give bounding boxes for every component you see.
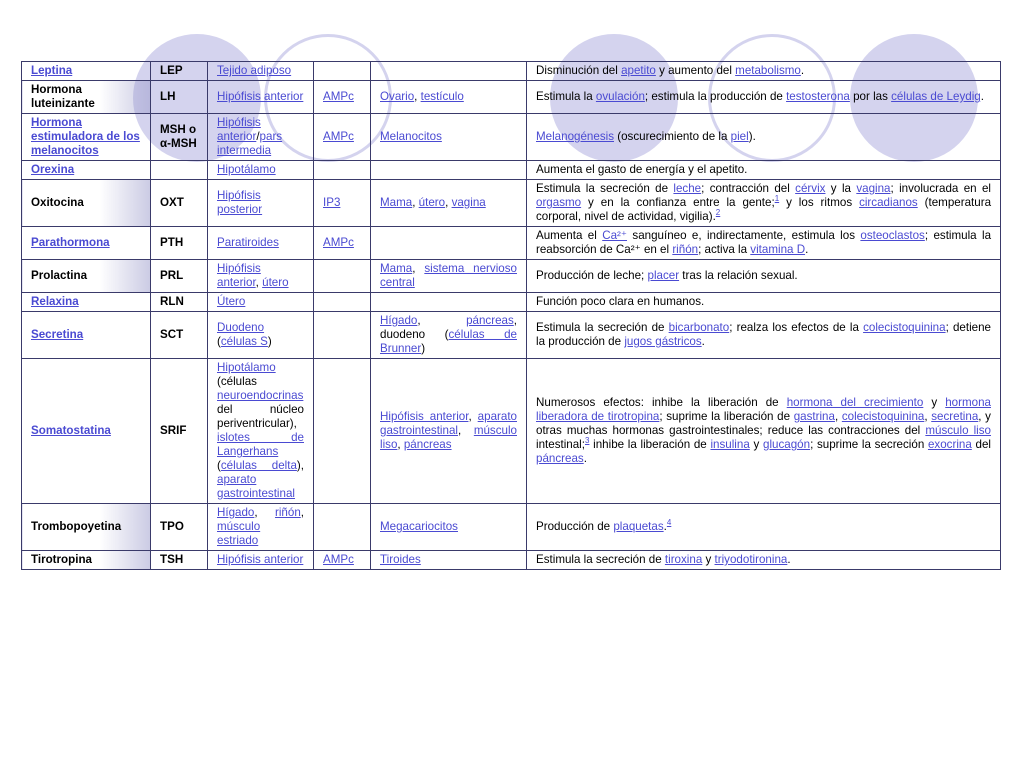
abbreviation-cell	[151, 62, 208, 81]
text-link[interactable]: Hígado	[217, 506, 255, 519]
text-fragment: .	[701, 335, 705, 348]
text-link[interactable]: bicarbonato	[668, 321, 730, 334]
text-link[interactable]: leche	[673, 182, 702, 195]
hormone-name: Trombopoyetina	[31, 520, 122, 533]
text-link[interactable]: metabolismo	[735, 64, 801, 77]
text-fragment: y los ritmos	[779, 196, 860, 209]
text-link[interactable]: vagina	[856, 182, 891, 195]
mechanism-cell	[314, 161, 371, 180]
text-fragment: por las	[849, 90, 892, 103]
mechanism-cell	[314, 62, 371, 81]
table-row	[22, 359, 1001, 504]
text-fragment: .	[663, 520, 667, 533]
hormone-link[interactable]: Parathormona	[31, 236, 110, 249]
effect-cell	[527, 114, 1001, 161]
text-fragment: Estimula la	[536, 90, 596, 103]
mechanism-cell	[314, 114, 371, 161]
hormone-name: Oxitocina	[31, 196, 84, 209]
text-link[interactable]: Ovario	[380, 90, 415, 103]
text-fragment: Numerosos efectos: inhibe la liberación de	[536, 396, 787, 409]
target-cell	[371, 62, 527, 81]
effect-cell	[527, 260, 1001, 293]
hormone-name: Tirotropina	[31, 553, 92, 566]
text-fragment: ; detiene la producción de	[536, 321, 991, 348]
text-fragment: ; suprime la secreción	[810, 438, 928, 451]
text-link[interactable]: Útero	[217, 295, 246, 308]
hormone-name: Hormona luteinizante	[31, 83, 95, 110]
secretion-site-cell	[208, 114, 314, 161]
text-fragment: (oscurecimiento de la	[614, 130, 731, 143]
text-link[interactable]: Mama	[380, 196, 413, 209]
text-fragment: sanguíneo e, indirectamente, estimula los	[627, 229, 861, 242]
hormone-name-cell	[22, 81, 151, 114]
text-link[interactable]: hormona del crecimiento	[786, 396, 924, 409]
text-fragment: ).	[748, 130, 756, 143]
text-link[interactable]: Duodeno	[217, 321, 265, 334]
effect-cell	[527, 312, 1001, 359]
text-link[interactable]: ovulación	[595, 90, 645, 103]
text-fragment: ,	[457, 424, 474, 437]
mechanism-cell	[314, 504, 371, 551]
text-fragment: Estimula la secreción de	[536, 553, 665, 566]
hormone-link[interactable]: Hormona estimuladora de los melanocitos	[31, 116, 140, 157]
text-fragment: .	[980, 90, 984, 103]
text-link[interactable]: islotes de Langerhans	[217, 431, 304, 458]
abbreviation-cell	[151, 161, 208, 180]
text-link[interactable]: Tejido adiposo	[217, 64, 292, 77]
text-link[interactable]: piel	[730, 130, 749, 143]
text-fragment: y	[923, 396, 946, 409]
text-fragment: (	[217, 459, 221, 472]
text-link[interactable]: Hipófisis anterior	[217, 90, 304, 103]
secretion-site-cell	[208, 312, 314, 359]
text-link[interactable]: Tiroides	[380, 553, 421, 566]
text-link[interactable]: AMPc	[323, 130, 354, 143]
text-link[interactable]: músculo liso	[925, 424, 991, 437]
text-link[interactable]: aparato gastrointestinal	[217, 473, 295, 500]
text-fragment: ; activa la	[698, 243, 751, 256]
abbreviation-cell	[151, 504, 208, 551]
abbreviation-cell	[151, 312, 208, 359]
hormone-link[interactable]: Somatostatina	[31, 424, 111, 437]
text-fragment: Estimula la secreción de	[536, 182, 674, 195]
text-fragment: /	[256, 130, 260, 143]
table-row	[22, 312, 1001, 359]
text-fragment: del núcleo periventricular),	[217, 403, 304, 430]
footnote-link[interactable]: 1	[774, 194, 780, 204]
text-link[interactable]: Hipotálamo	[217, 361, 276, 374]
effect-cell	[527, 161, 1001, 180]
text-link[interactable]: células delta	[220, 459, 297, 472]
effect-cell	[527, 359, 1001, 504]
table-row	[22, 551, 1001, 570]
abbreviation: MSH o α-MSH	[160, 123, 197, 150]
abbreviation: OXT	[160, 196, 184, 209]
mechanism-cell	[314, 359, 371, 504]
text-link[interactable]: sistema nervioso central	[380, 262, 517, 289]
table-row	[22, 114, 1001, 161]
text-link[interactable]: tiroxina	[664, 553, 703, 566]
text-fragment: inhibe la liberación de	[589, 438, 711, 451]
abbreviation-cell	[151, 114, 208, 161]
abbreviation-cell	[151, 293, 208, 312]
text-link[interactable]: AMPc	[323, 236, 354, 249]
text-link[interactable]: páncreas	[403, 438, 452, 451]
abbreviation: TPO	[160, 520, 184, 533]
abbreviation-cell	[151, 260, 208, 293]
table-row	[22, 293, 1001, 312]
mechanism-cell	[314, 312, 371, 359]
mechanism-cell	[314, 180, 371, 227]
text-fragment: ,	[417, 314, 467, 327]
text-link[interactable]: AMPc	[323, 553, 354, 566]
text-link[interactable]: útero	[418, 196, 446, 209]
abbreviation: PTH	[160, 236, 184, 249]
text-fragment: ; estimula la reabsorción de Ca²⁺ en el	[536, 229, 992, 256]
text-fragment: ; contracción del	[701, 182, 796, 195]
text-link[interactable]: riñón	[274, 506, 301, 519]
hormone-link[interactable]: Orexina	[31, 163, 75, 176]
text-link[interactable]: glucagón	[763, 438, 811, 451]
text-link[interactable]: Hipófisis anterior	[217, 116, 261, 143]
table-body	[22, 62, 1001, 570]
text-fragment: ,	[255, 276, 263, 289]
text-link[interactable]: colecistoquinina	[841, 410, 925, 423]
text-fragment: ,	[300, 506, 304, 519]
target-cell	[371, 551, 527, 570]
text-fragment: .	[805, 243, 809, 256]
hormone-name-cell	[22, 62, 151, 81]
target-cell	[371, 161, 527, 180]
table-row	[22, 504, 1001, 551]
secretion-site-cell	[208, 359, 314, 504]
text-fragment: y	[702, 553, 715, 566]
text-fragment: (	[217, 335, 221, 348]
table-row	[22, 260, 1001, 293]
abbreviation-cell	[151, 551, 208, 570]
text-link[interactable]: secretina	[931, 410, 979, 423]
text-link[interactable]: Hígado	[380, 314, 418, 327]
text-fragment: ; realza los efectos de la	[729, 321, 864, 334]
target-cell	[371, 260, 527, 293]
table-row	[22, 81, 1001, 114]
abbreviation-cell	[151, 180, 208, 227]
hormone-name: Prolactina	[31, 269, 88, 282]
text-link[interactable]: orgasmo	[536, 196, 582, 209]
secretion-site-cell	[208, 504, 314, 551]
text-link[interactable]: vagina	[451, 196, 486, 209]
target-cell	[371, 359, 527, 504]
text-link[interactable]: células S	[220, 335, 268, 348]
hormone-name-cell	[22, 504, 151, 551]
target-cell	[371, 180, 527, 227]
table-row	[22, 62, 1001, 81]
abbreviation-cell	[151, 81, 208, 114]
hormone-name-cell	[22, 114, 151, 161]
target-cell	[371, 312, 527, 359]
text-fragment: ; suprime la liberación de	[659, 410, 794, 423]
text-link[interactable]: Megacariocitos	[380, 520, 458, 533]
secretion-site-cell	[208, 81, 314, 114]
text-link[interactable]: testosterona	[786, 90, 850, 103]
text-link[interactable]: circadianos	[859, 196, 918, 209]
text-link[interactable]: AMPc	[323, 90, 354, 103]
text-fragment: ,	[414, 90, 421, 103]
text-fragment: ),	[296, 459, 304, 472]
secretion-site-cell	[208, 260, 314, 293]
abbreviation: RLN	[160, 295, 184, 308]
text-fragment: .	[787, 553, 791, 566]
text-link[interactable]: Melanogénesis	[536, 130, 614, 143]
secretion-site-cell	[208, 551, 314, 570]
abbreviation: LEP	[160, 64, 183, 77]
hormone-name-cell	[22, 161, 151, 180]
text-fragment: ; estimula la producción de	[644, 90, 787, 103]
text-link[interactable]: Hipófisis anterior	[217, 262, 261, 289]
text-fragment: y en la confianza entre la gente;	[581, 196, 775, 209]
abbreviation: SCT	[160, 328, 184, 341]
text-link[interactable]: IP3	[323, 196, 341, 209]
text-link[interactable]: células de Leydig	[891, 90, 981, 103]
text-fragment: ,	[445, 196, 452, 209]
text-fragment: Estimula la secreción de	[536, 321, 669, 334]
text-link[interactable]: páncreas	[466, 314, 514, 327]
text-link[interactable]: Mama	[380, 262, 413, 275]
text-link[interactable]: hormona liberadora de tirotropina	[536, 396, 991, 423]
footnote-link[interactable]: 3	[584, 436, 590, 446]
abbreviation: SRIF	[160, 424, 187, 437]
text-fragment: , duodeno (	[380, 314, 517, 341]
mechanism-cell	[314, 260, 371, 293]
secretion-site-cell	[208, 62, 314, 81]
text-link[interactable]: Hipófisis posterior	[217, 189, 263, 216]
text-link[interactable]: músculo estriado	[217, 520, 261, 547]
table-row	[22, 161, 1001, 180]
text-fragment: y aumento del	[655, 64, 736, 77]
hormone-link[interactable]: Relaxina	[31, 295, 79, 308]
mechanism-cell	[314, 293, 371, 312]
hormone-link[interactable]: Leptina	[31, 64, 73, 77]
hormone-name-cell	[22, 227, 151, 260]
table-row	[22, 227, 1001, 260]
effect-cell	[527, 551, 1001, 570]
mechanism-cell	[314, 227, 371, 260]
text-fragment: )	[421, 342, 426, 355]
text-link[interactable]: músculo liso	[380, 424, 517, 451]
text-fragment: y la	[825, 182, 857, 195]
abbreviation: PRL	[160, 269, 184, 282]
text-link[interactable]: pars intermedia	[217, 130, 283, 157]
text-fragment: ,	[468, 410, 478, 423]
text-fragment: ,	[834, 410, 842, 423]
text-fragment: Producción de leche;	[536, 269, 648, 282]
text-fragment: )	[267, 335, 272, 348]
text-link[interactable]: neuroendocrinas	[217, 389, 304, 402]
text-link[interactable]: Hipófisis anterior	[217, 553, 304, 566]
text-fragment: tras la relación sexual.	[679, 269, 798, 282]
text-fragment: .	[800, 64, 805, 77]
table-row	[22, 180, 1001, 227]
mechanism-cell	[314, 81, 371, 114]
text-link[interactable]: Hipotálamo	[217, 163, 276, 176]
text-fragment: ,	[412, 262, 425, 275]
text-fragment: Disminución del	[536, 64, 622, 77]
text-fragment: ,	[412, 196, 419, 209]
target-cell	[371, 504, 527, 551]
text-link[interactable]: Melanocitos	[380, 130, 442, 143]
text-link[interactable]: testículo	[420, 90, 464, 103]
text-link[interactable]: páncreas	[536, 452, 584, 465]
text-fragment: ; involucrada en el	[890, 182, 991, 195]
text-link[interactable]: riñón	[672, 243, 699, 256]
text-fragment: Aumenta el	[536, 229, 603, 242]
text-link[interactable]: jugos gástricos	[624, 335, 702, 348]
text-link[interactable]: Paratiroides	[217, 236, 279, 249]
text-link[interactable]: placer	[647, 269, 680, 282]
hormone-name-cell	[22, 293, 151, 312]
secretion-site-cell	[208, 227, 314, 260]
abbreviation-cell	[151, 359, 208, 504]
text-link[interactable]: Ca²⁺	[602, 229, 628, 242]
text-link[interactable]: apetito	[621, 64, 656, 77]
text-fragment: .	[583, 452, 587, 465]
text-link[interactable]: osteoclastos	[860, 229, 925, 242]
text-link[interactable]: células de Brunner	[380, 328, 517, 355]
text-fragment: y	[749, 438, 763, 451]
text-fragment: Aumenta el gasto de energía y el apetito.	[536, 163, 748, 176]
target-cell	[371, 114, 527, 161]
abbreviation-cell	[151, 227, 208, 260]
text-link[interactable]: plaquetas	[613, 520, 664, 533]
text-link[interactable]: colecistoquinina	[863, 321, 946, 334]
effect-cell	[527, 81, 1001, 114]
hormone-name-cell	[22, 551, 151, 570]
text-fragment: ,	[254, 506, 275, 519]
footnote-link[interactable]: 2	[715, 208, 721, 218]
text-fragment: , y otras muchas hormonas gastrointestinales; reduce las contracciones del	[536, 410, 991, 437]
text-link[interactable]: insulina	[710, 438, 750, 451]
target-cell	[371, 293, 527, 312]
hormone-name-cell	[22, 359, 151, 504]
hormone-link[interactable]: Secretina	[31, 328, 84, 341]
text-fragment: del	[971, 438, 991, 451]
text-link[interactable]: Hipófisis anterior	[380, 410, 469, 423]
hormone-table	[21, 61, 1001, 570]
secretion-site-cell	[208, 180, 314, 227]
text-fragment: intestinal;	[536, 438, 585, 451]
effect-cell	[527, 62, 1001, 81]
effect-cell	[527, 180, 1001, 227]
text-link[interactable]: gastrina	[793, 410, 835, 423]
effect-cell	[527, 293, 1001, 312]
target-cell	[371, 227, 527, 260]
text-link[interactable]: exocrina	[927, 438, 972, 451]
mechanism-cell	[314, 551, 371, 570]
hormone-name-cell	[22, 180, 151, 227]
footnote-link[interactable]: 4	[666, 518, 672, 528]
abbreviation: LH	[160, 90, 176, 103]
text-fragment: (células	[217, 375, 257, 388]
effect-cell	[527, 227, 1001, 260]
text-fragment: (temperatura corporal, nivel de actividad, vigilia).	[536, 196, 992, 223]
text-link[interactable]: triyodotironina	[714, 553, 788, 566]
target-cell	[371, 81, 527, 114]
secretion-site-cell	[208, 161, 314, 180]
abbreviation: TSH	[160, 553, 184, 566]
text-link[interactable]: útero	[262, 276, 289, 289]
text-link[interactable]: cérvix	[795, 182, 826, 195]
effect-cell	[527, 504, 1001, 551]
text-fragment: ,	[924, 410, 932, 423]
text-fragment: ,	[397, 438, 404, 451]
secretion-site-cell	[208, 293, 314, 312]
text-link[interactable]: aparato gastrointestinal	[380, 410, 517, 437]
text-link[interactable]: vitamina D	[750, 243, 806, 256]
hormone-name-cell	[22, 260, 151, 293]
text-fragment: Producción de	[536, 520, 614, 533]
text-fragment: Función poco clara en humanos.	[536, 295, 705, 308]
hormone-name-cell	[22, 312, 151, 359]
